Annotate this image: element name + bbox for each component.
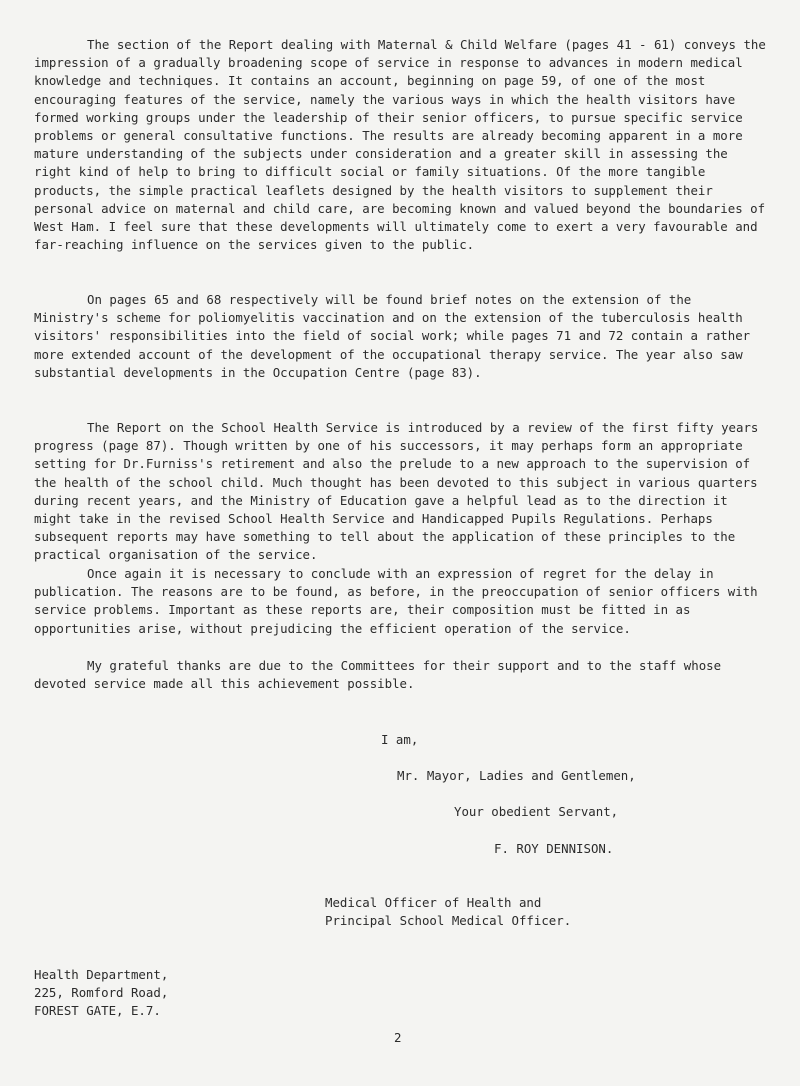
paragraph-publication-delay: Once again it is necessary to conclude with an expression of regret for the delay in publication. The reasons are to be found, as before, in the preoccupation of senior officers with service problems. Important as these reports are, their composition must be fitted in as opportunities arise, without prejudicing the efficient operation of the service. bbox=[34, 566, 758, 636]
signature-name: F. ROY DENNISON. bbox=[494, 841, 614, 856]
paragraph-thanks: My grateful thanks are due to the Committees for their support and to the staff whose devoted service made all this achievement possible. bbox=[34, 658, 722, 692]
officer-title-line2: Principal School Medical Officer. bbox=[325, 913, 572, 928]
paragraph-poliomyelitis-tuberculosis: On pages 65 and 68 respectively will be found brief notes on the extension of the Ministry's scheme for poliomyelitis vaccination and on the extension of the tuberculosis health visitors' responsibilities into the field of social work; while pages 71 and 72 contain a rather more extended account of the development of the occupational therapy service. The year also saw substantial developments in the Occupation Centre (page 83). bbox=[34, 292, 751, 380]
closing-i-am: I am, bbox=[381, 732, 419, 747]
address-line1: Health Department, bbox=[34, 967, 169, 982]
address-line3: FOREST GATE, E.7. bbox=[34, 1003, 161, 1018]
closing-salutation: Mr. Mayor, Ladies and Gentlemen, bbox=[397, 768, 636, 783]
paragraph-school-health-service: The Report on the School Health Service is introduced by a review of the first fifty years progress (page 87). Though written by one of his successors, it may perhaps form an appropriate setting for Dr.Furniss's retirement and also the prelude to a new approach to the supervision of the health of the school child. Much thought has been devoted to this subject in various quarters during recent years, and the Ministry of Education gave a helpful lead as to the direction it might take in the revised School Health Service and Handicapped Pupils Regulations. Perhaps subsequent reports may have something to tell about the application of these principles to the practical organisation of the service. bbox=[34, 420, 759, 563]
address-line2: 225, Romford Road, bbox=[34, 985, 169, 1000]
paragraph-maternal-child-welfare: The section of the Report dealing with Maternal & Child Welfare (pages 41 - 61) conveys the impression of a gradually broadening scope of service in response to advances in modern medical knowledge and techniques. It contains an account, beginning on page 59, of one of the most encouraging features of the service, namely the various ways in which the health visitors have formed working groups under the leadership of their senior officers, to pursue specific service problems or general consultative functions. The results are already becoming apparent in a more mature understanding of the subjects under consideration and a greater skill in assessing the right kind of help to bring to difficult social or family situations. Of the more tangible products, the simple practical leaflets designed by the health visitors to supplement their personal advice on maternal and child care, are becoming known and valued beyond the boundaries of West Ham. I feel sure that these developments will ultimately come to exert a very favourable and far-reaching influence on the services given to the public. bbox=[34, 37, 766, 253]
officer-title-line1: Medical Officer of Health and bbox=[325, 895, 542, 910]
page-number: 2 bbox=[394, 1030, 402, 1045]
closing-servant: Your obedient Servant, bbox=[454, 804, 619, 819]
